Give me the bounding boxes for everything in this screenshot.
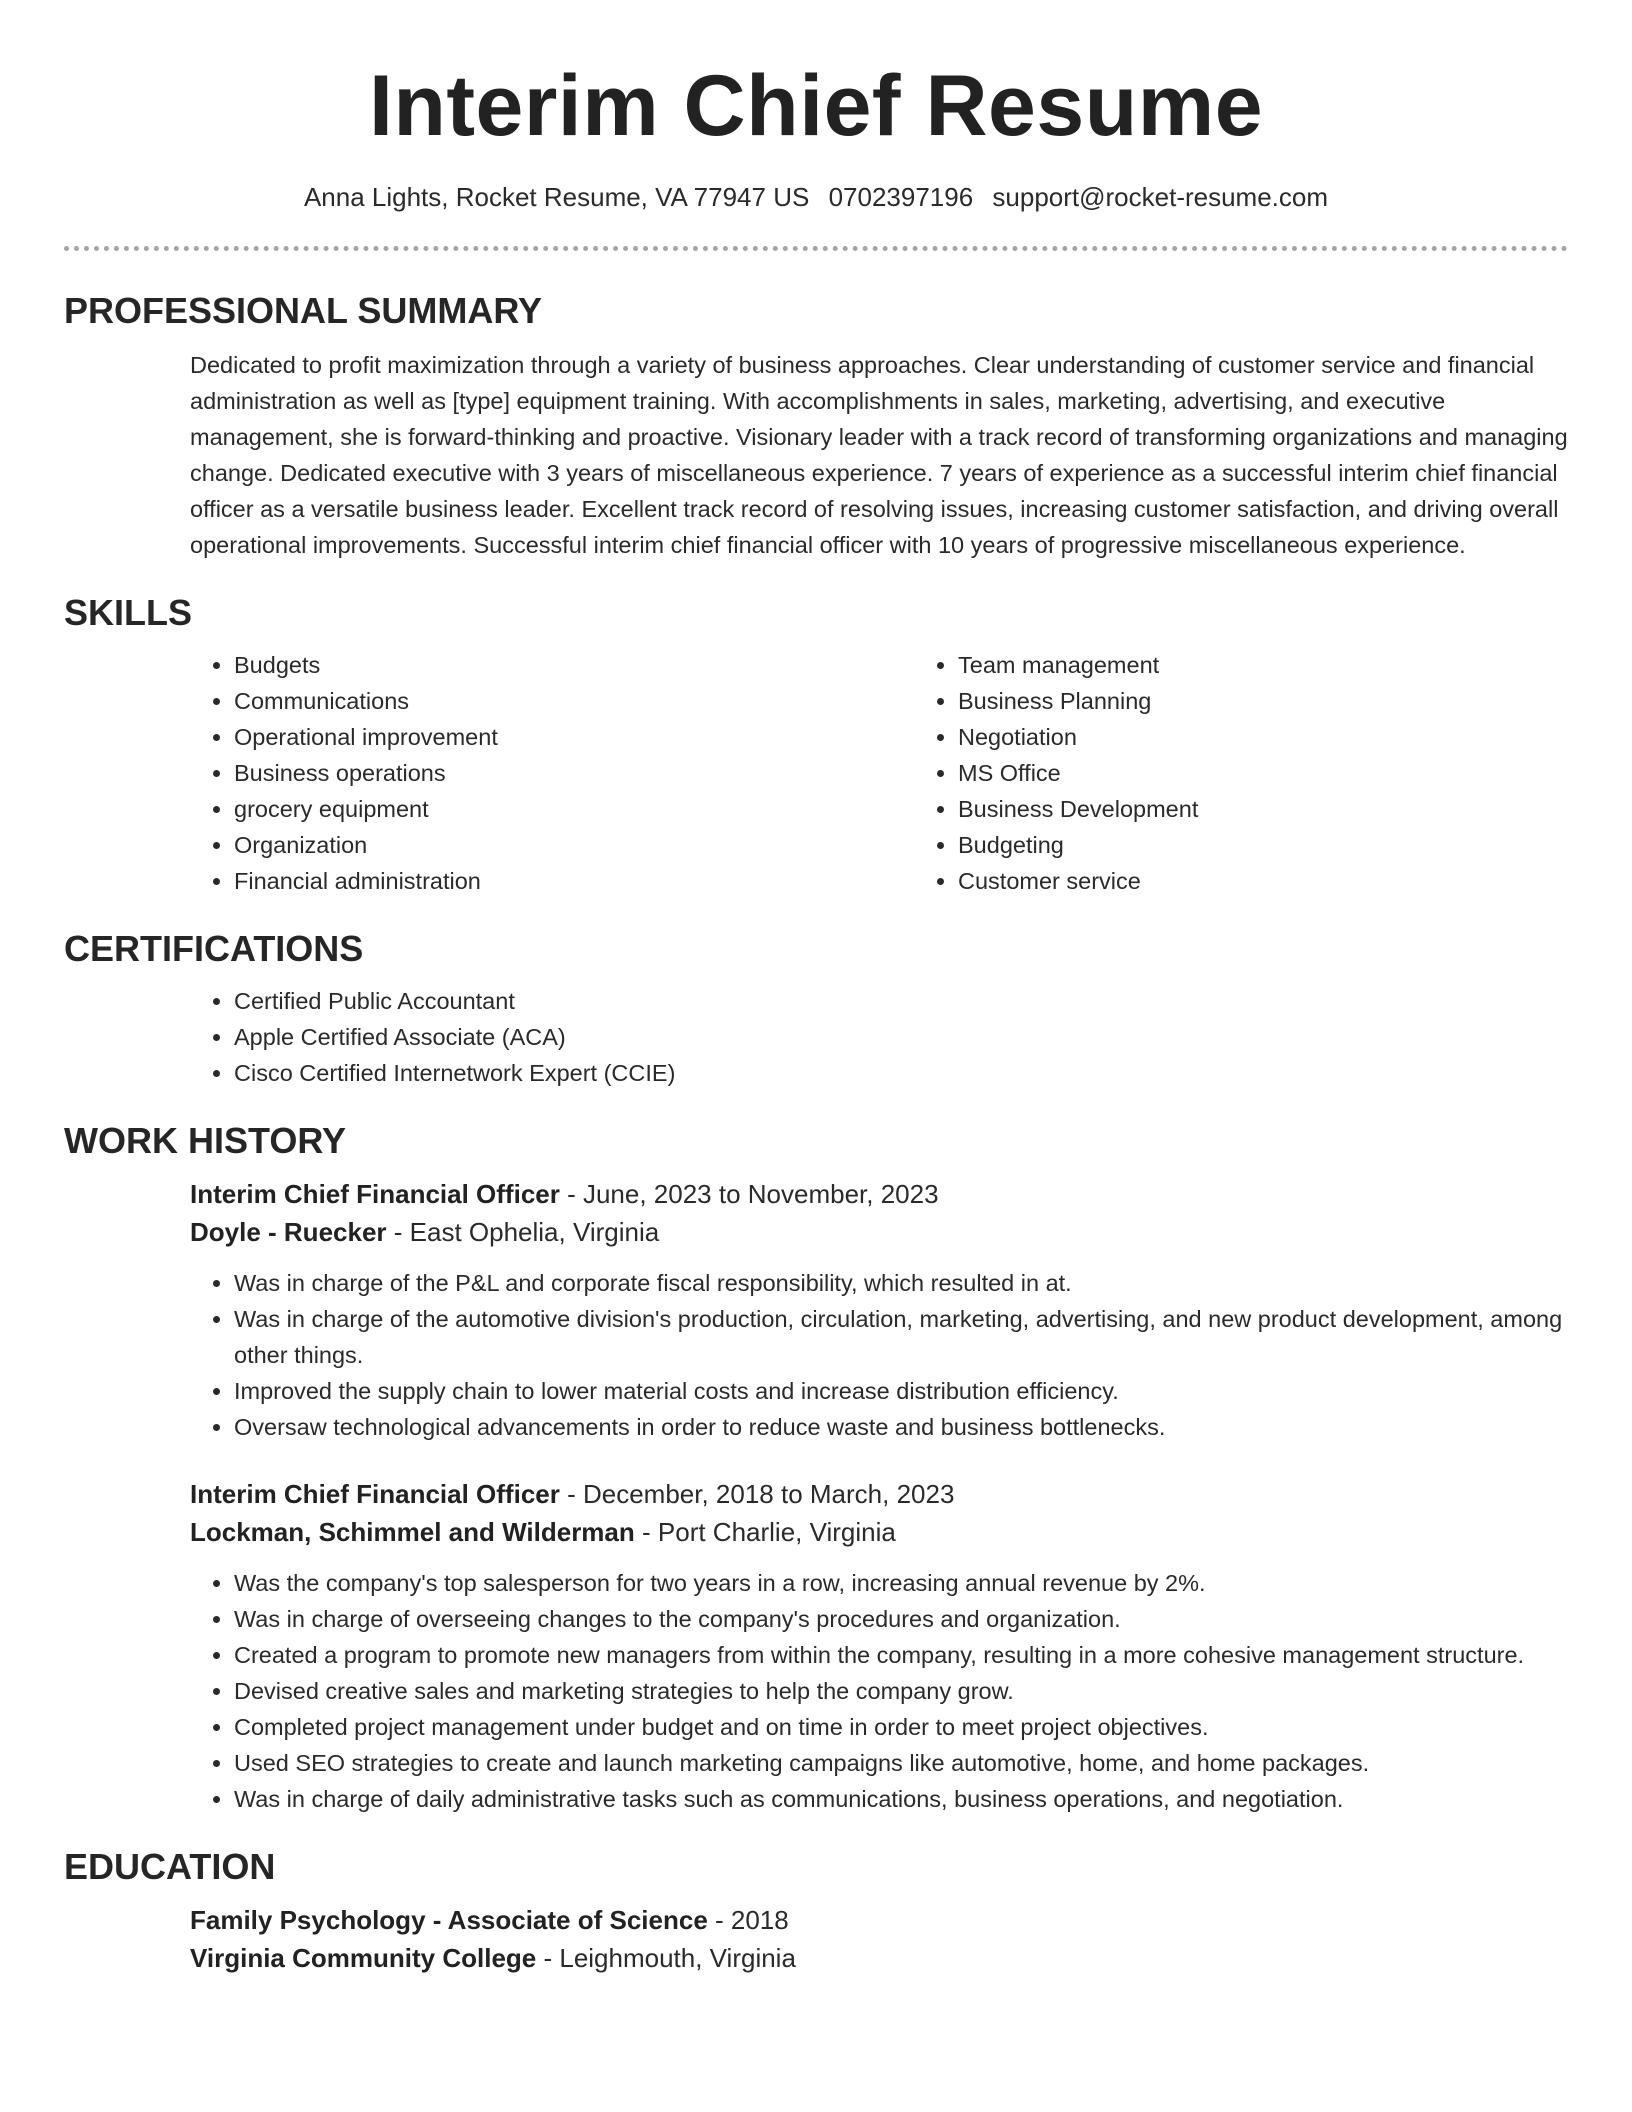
job-title: Interim Chief Financial Officer bbox=[190, 1179, 560, 1209]
job-duty: • Used SEO strategies to create and launch marketing campaigns like automotive, home, and home packages. bbox=[234, 1745, 1568, 1781]
job-duty: • Created a program to promote new managers from within the company, resulting in a more cohesive management structure. bbox=[234, 1637, 1568, 1673]
job-location: - Port Charlie, Virginia bbox=[634, 1517, 896, 1547]
job-duties bbox=[190, 1265, 1568, 1445]
job-duty: • Was the company's top salesperson for two years in a row, increasing annual revenue by 2%. bbox=[234, 1565, 1568, 1601]
job-entry bbox=[190, 1175, 1568, 1445]
job-title: Interim Chief Financial Officer bbox=[190, 1479, 560, 1509]
skills-heading: SKILLS bbox=[64, 592, 193, 633]
job-title-line bbox=[190, 1475, 1568, 1513]
education-degree: Family Psychology - Associate of Science bbox=[190, 1905, 708, 1935]
skills-list bbox=[190, 647, 1568, 899]
skill-item: • Communications bbox=[234, 683, 914, 719]
job-entry bbox=[190, 1475, 1568, 1817]
skill-item: • Business operations bbox=[234, 755, 914, 791]
job-duty: • Was in charge of daily administrative tasks such as communications, business operations, and negotiation. bbox=[234, 1781, 1568, 1817]
job-duty: • Oversaw technological advancements in order to reduce waste and business bottlenecks. bbox=[234, 1409, 1568, 1445]
skill-item: • Financial administration bbox=[234, 863, 914, 899]
skills-column-right bbox=[914, 647, 1632, 899]
skill-item: • Operational improvement bbox=[234, 719, 914, 755]
job-company-line bbox=[190, 1513, 1568, 1551]
job-company: Doyle - Ruecker bbox=[190, 1217, 387, 1247]
resume-page bbox=[64, 0, 1568, 1977]
contact-address: Anna Lights, Rocket Resume, VA 77947 US bbox=[303, 182, 810, 212]
job-duty: • Devised creative sales and marketing strategies to help the company grow. bbox=[234, 1673, 1568, 1709]
skill-item: • Budgets bbox=[234, 647, 914, 683]
resume-title: Interim Chief Resume bbox=[368, 58, 1264, 154]
job-dates: - December, 2018 to March, 2023 bbox=[559, 1479, 955, 1509]
education-entry bbox=[190, 1901, 1568, 1977]
education-location: - Leighmouth, Virginia bbox=[536, 1943, 796, 1973]
work-history-heading: WORK HISTORY bbox=[64, 1120, 347, 1161]
skill-item: • Team management bbox=[958, 647, 1632, 683]
job-company-line bbox=[190, 1213, 1568, 1251]
job-duty: • Completed project management under budget and on time in order to meet project objectives. bbox=[234, 1709, 1568, 1745]
skill-item: • grocery equipment bbox=[234, 791, 914, 827]
certification-item: • Cisco Certified Internetwork Expert (CCIE) bbox=[234, 1055, 1568, 1091]
header-divider bbox=[64, 246, 1568, 251]
contact-phone: 0702397196 bbox=[828, 182, 974, 212]
education-school: Virginia Community College bbox=[190, 1943, 537, 1973]
skills-column-left bbox=[190, 647, 914, 899]
job-duty: • Was in charge of the automotive division's production, circulation, marketing, advertising, and new product development, among other things. bbox=[234, 1301, 1568, 1373]
certifications-list bbox=[190, 983, 1568, 1091]
education-degree-line bbox=[190, 1901, 1568, 1939]
education-school-line bbox=[190, 1939, 1568, 1977]
skill-item: • Business Development bbox=[958, 791, 1632, 827]
certification-item: • Certified Public Accountant bbox=[234, 983, 1568, 1019]
job-duty: • Was in charge of the P&L and corporate fiscal responsibility, which resulted in at. bbox=[234, 1265, 1568, 1301]
skill-item: • MS Office bbox=[958, 755, 1632, 791]
skill-item: • Customer service bbox=[958, 863, 1632, 899]
skill-item: • Business Planning bbox=[958, 683, 1632, 719]
skill-item: • Budgeting bbox=[958, 827, 1632, 863]
job-title-line bbox=[190, 1175, 1568, 1213]
job-location: - East Ophelia, Virginia bbox=[386, 1217, 660, 1247]
job-dates: - June, 2023 to November, 2023 bbox=[559, 1179, 939, 1209]
summary-text: Dedicated to profit maximization through a variety of business approaches. Clear understanding of customer service and financial administration as well as [type] equipment training. With accomplishments in sales, marketing, advertising, and executive management, she is forward-thinking and proactive. Visionary leader with a track record of transforming organizations and managing change. Dedicated executive with 3 years of miscellaneous experience. 7 years of experience as a successful interim chief financial officer as a versatile business leader. Excellent track record of resolving issues, increasing customer satisfaction, and driving overall operational improvements. Successful interim chief financial officer with 10 years of progressive miscellaneous experience. bbox=[190, 352, 1568, 558]
job-duty: • Improved the supply chain to lower material costs and increase distribution efficiency. bbox=[234, 1373, 1568, 1409]
job-company: Lockman, Schimmel and Wilderman bbox=[190, 1517, 635, 1547]
contact-email: support@rocket-resume.com bbox=[992, 182, 1329, 212]
certification-item: • Apple Certified Associate (ACA) bbox=[234, 1019, 1568, 1055]
certifications-heading: CERTIFICATIONS bbox=[64, 928, 364, 969]
job-duty: • Was in charge of overseeing changes to the company's procedures and organization. bbox=[234, 1601, 1568, 1637]
education-year: - 2018 bbox=[707, 1905, 789, 1935]
contact-line bbox=[64, 180, 1568, 214]
summary-heading: PROFESSIONAL SUMMARY bbox=[64, 290, 543, 331]
job-duties bbox=[190, 1565, 1568, 1817]
skill-item: • Negotiation bbox=[958, 719, 1632, 755]
education-heading: EDUCATION bbox=[64, 1846, 276, 1887]
skill-item: • Organization bbox=[234, 827, 914, 863]
